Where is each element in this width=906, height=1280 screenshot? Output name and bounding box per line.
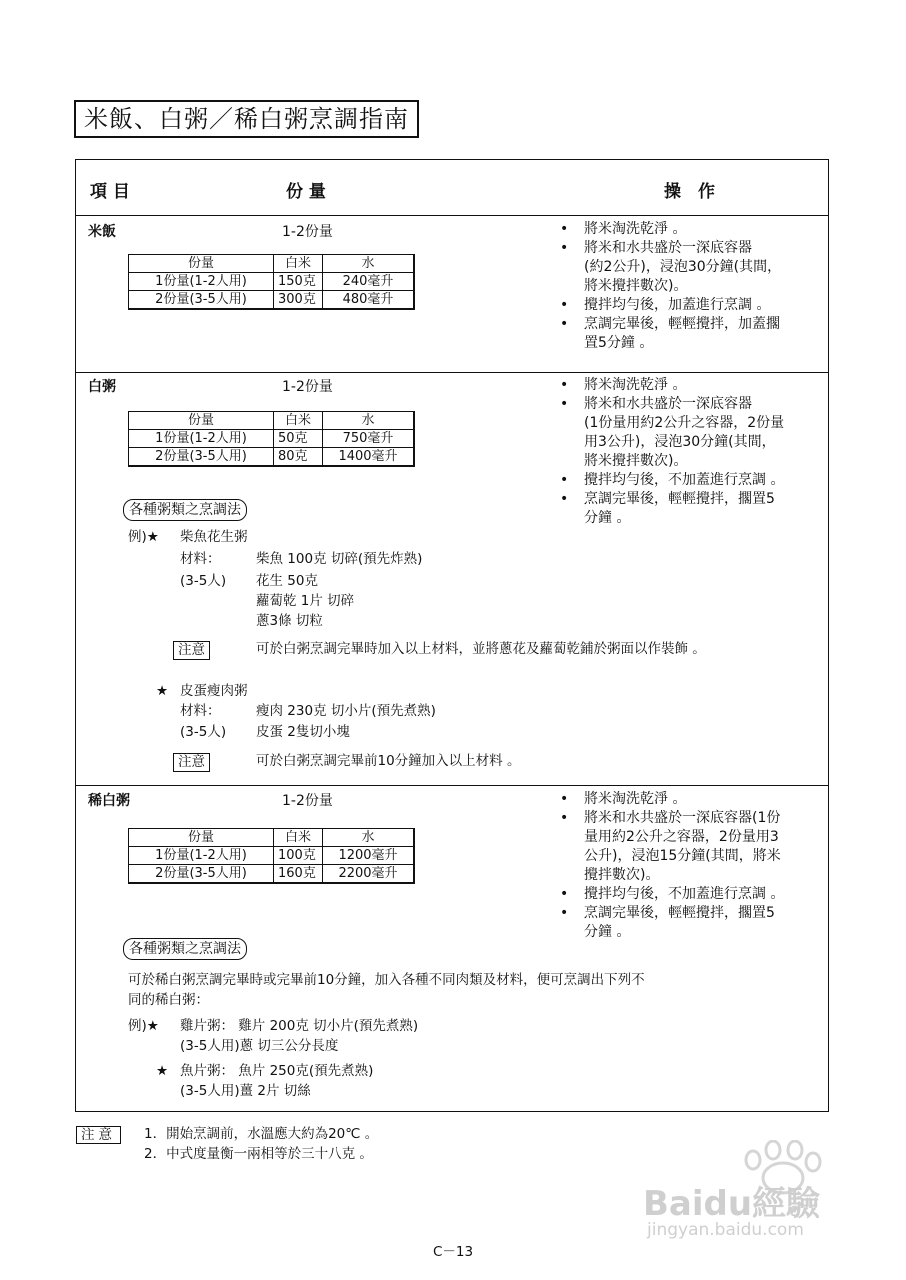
watermark bbox=[643, 1140, 893, 1250]
congee-method-label: 各種粥類之烹調法 bbox=[123, 499, 247, 521]
thin-ex2-prefix: ★ bbox=[156, 1063, 169, 1079]
footnote-item-1: 1．開始烹調前，水溫應大約為20℃ 。 bbox=[144, 1126, 379, 1142]
ingredient: 皮蛋 2隻切小塊 bbox=[256, 724, 350, 740]
ingredient: 柴魚 100克 切碎(預先炸熟) bbox=[256, 551, 423, 567]
list-item: • 烹調完畢後，輕輕攪拌，加蓋擱 置5分鐘 。 bbox=[560, 316, 780, 351]
header-op: 操 作 bbox=[664, 182, 715, 202]
thin-qty: 1-2份量 bbox=[282, 793, 333, 809]
thin-ops bbox=[558, 790, 828, 942]
thin-desc-1: 可於稀白粥烹調完畢時或完畢前10分鐘，加入各種不同肉類及材料，便可烹調出下列不 bbox=[128, 972, 645, 988]
footnote-label: 注意 bbox=[76, 1126, 121, 1144]
thin-ex1-line2: (3-5人用)蔥 切三公分長度 bbox=[180, 1038, 339, 1054]
congee-qty-table: 份量 白米 水 1份量(1-2人用) 50克 750毫升 2份量(3-5人用) 80克 1400毫升 bbox=[128, 411, 415, 467]
rice-ops bbox=[558, 220, 828, 353]
thin-method-label: 各種粥類之烹調法 bbox=[123, 938, 247, 960]
list-item: • 將米和水共盛於一深底容器 (約2公升)，浸泡30分鐘(其間， 將米攪拌數次)。 bbox=[560, 240, 782, 294]
list-item: • 將米淘洗乾淨 。 bbox=[560, 221, 687, 237]
page-number: C－13 bbox=[433, 1244, 474, 1260]
rice-qty: 1-2份量 bbox=[282, 224, 333, 240]
thin-ex2-line1: 魚片粥： 魚片 250克(預先煮熟) bbox=[180, 1063, 374, 1079]
congee-ex2-prefix: ★ bbox=[156, 683, 169, 699]
header-item: 項 目 bbox=[90, 182, 130, 202]
ingredient: 蔥3條 切粒 bbox=[256, 613, 323, 629]
list-item: • 攪拌均勻後，不加蓋進行烹調 。 bbox=[560, 472, 785, 488]
rice-name: 米飯 bbox=[88, 224, 116, 240]
footnote-item-2: 2．中式度量衡一兩相等於三十八克 。 bbox=[144, 1146, 373, 1162]
thin-ex1-line1: 雞片粥： 雞片 200克 切小片(預先煮熟) bbox=[180, 1018, 419, 1034]
list-item: • 攪拌均勻後，加蓋進行烹調 。 bbox=[560, 297, 771, 313]
thin-ex1-prefix: 例)★ bbox=[128, 1018, 159, 1034]
ingredient: 蘿蔔乾 1片 切碎 bbox=[256, 593, 355, 609]
congee-name: 白粥 bbox=[88, 379, 116, 395]
thin-name: 稀白粥 bbox=[88, 793, 130, 809]
table-row: 2份量(3-5人用) 80克 1400毫升 bbox=[129, 448, 415, 467]
guide-table bbox=[75, 159, 829, 1112]
table-row: 2份量(3-5人用) 160克 2200毫升 bbox=[129, 865, 415, 884]
list-item: • 將米和水共盛於一深底容器(1份 量用約2公升之容器，2份量用3 公升)，浸泡15分鐘(其間，將米 攪拌數次)。 bbox=[560, 810, 781, 883]
list-item: • 烹調完畢後，輕輕攪拌，擱置5 分鐘 。 bbox=[560, 491, 775, 526]
list-item: • 將米和水共盛於一深底容器 (1份量用約2公升之容器，2份量 用3公升)，浸泡30分鐘(其間， 將米攪拌數次)。 bbox=[560, 396, 785, 469]
list-item: • 將米淘洗乾淨 。 bbox=[560, 377, 687, 393]
ingredient: 瘦肉 230克 切小片(預先煮熟) bbox=[256, 703, 436, 719]
congee-note2: 可於白粥烹調完畢前10分鐘加入以上材料 。 bbox=[256, 753, 521, 769]
congee-ex2-mat-label: 材料： bbox=[180, 703, 221, 719]
ingredient: 花生 50克 bbox=[256, 573, 318, 589]
thin-desc-2: 同的稀白粥： bbox=[128, 992, 209, 1008]
header-qty: 份 量 bbox=[286, 182, 326, 202]
congee-ex1-name: 柴魚花生粥 bbox=[180, 529, 248, 545]
table-row: 1份量(1-2人用) 150克 240毫升 bbox=[129, 273, 415, 291]
list-item: • 將米淘洗乾淨 。 bbox=[560, 791, 687, 807]
list-item: • 烹調完畢後，輕輕攪拌，擱置5 分鐘 。 bbox=[560, 905, 775, 940]
list-item: • 攪拌均勻後，不加蓋進行烹調 。 bbox=[560, 886, 785, 902]
congee-ex1-prefix: 例)★ bbox=[128, 529, 159, 545]
congee-note2-label: 注意 bbox=[173, 753, 210, 772]
thin-ex2-line2: (3-5人用)薑 2片 切絲 bbox=[180, 1083, 311, 1099]
watermark-brand: Baidu經驗 bbox=[643, 1184, 821, 1224]
congee-ex1-mat-label: 材料： bbox=[180, 551, 221, 567]
table-row: 1份量(1-2人用) 100克 1200毫升 bbox=[129, 847, 415, 865]
congee-ex2-people: (3-5人) bbox=[180, 724, 227, 740]
congee-ops bbox=[558, 376, 828, 528]
rice-qty-table: 份量 白米 水 1份量(1-2人用) 150克 240毫升 2份量(3-5人用) 300克 480毫升 bbox=[128, 254, 415, 310]
congee-ex2-name: 皮蛋瘦肉粥 bbox=[180, 683, 248, 699]
thin-qty-table: 份量 白米 水 1份量(1-2人用) 100克 1200毫升 2份量(3-5人用) 160克 2200毫升 bbox=[128, 828, 415, 884]
congee-ex1-people: (3-5人) bbox=[180, 573, 227, 589]
watermark-url: jingyan.baidu.com bbox=[647, 1220, 804, 1240]
page-title: 米飯、白粥／稀白粥烹調指南 bbox=[74, 100, 419, 138]
congee-qty: 1-2份量 bbox=[282, 379, 333, 395]
congee-note1: 可於白粥烹調完畢時加入以上材料，並將蔥花及蘿蔔乾鋪於粥面以作裝飾 。 bbox=[256, 641, 706, 657]
table-row: 2份量(3-5人用) 300克 480毫升 bbox=[129, 291, 415, 310]
congee-note1-label: 注意 bbox=[173, 641, 210, 660]
table-row: 1份量(1-2人用) 50克 750毫升 bbox=[129, 430, 415, 448]
